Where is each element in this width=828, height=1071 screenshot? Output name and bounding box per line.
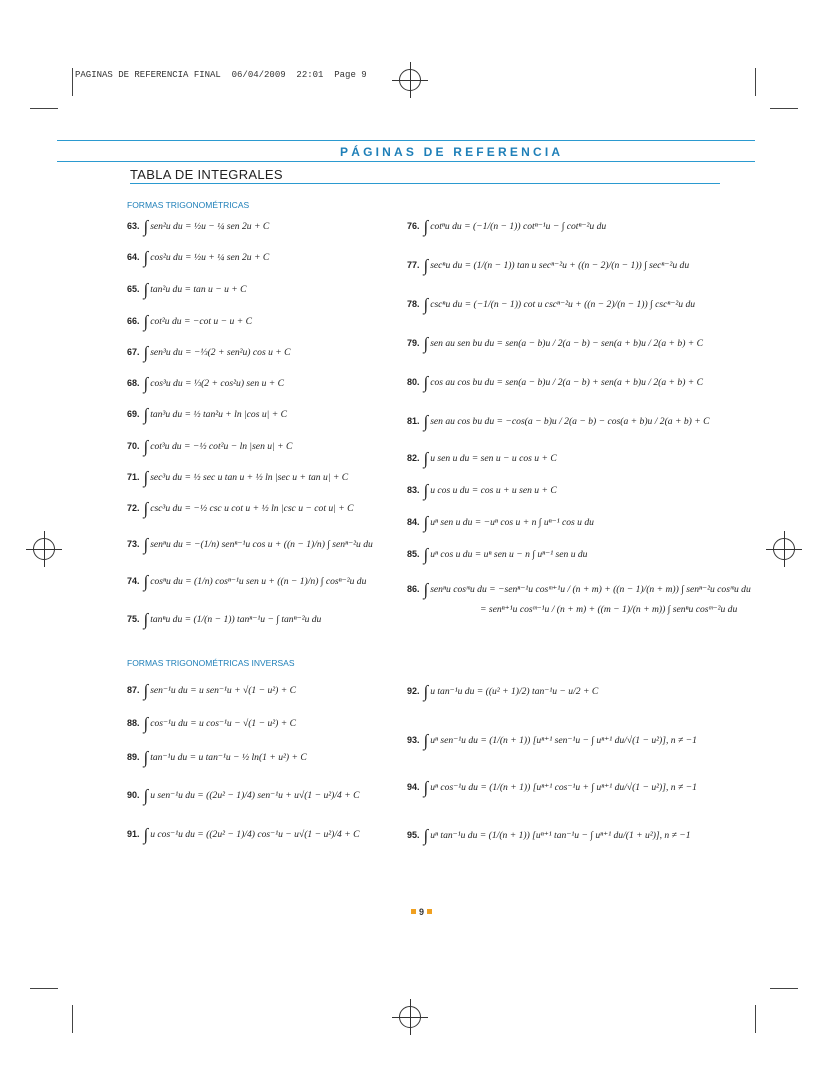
page-marker-icon: [411, 909, 416, 914]
crop-mark: [755, 1005, 756, 1033]
formula-94: 94. ∫ uⁿ cos⁻¹u du = (1/(n + 1)) [uⁿ⁺¹ cos⁻¹u + ∫ uⁿ⁺¹ du/√(1 − u²)], n ≠ −1: [407, 778, 697, 797]
formula-92: 92. ∫ u tan⁻¹u du = ((u² + 1)/2) tan⁻¹u − u/2 + C: [407, 682, 599, 701]
formula-65: 65. ∫ tan²u du = tan u − u + C: [127, 280, 247, 299]
crop-mark: [72, 1005, 73, 1033]
formula-87: 87. ∫ sen⁻¹u du = u sen⁻¹u + √(1 − u²) + C: [127, 681, 297, 700]
formula-95: 95. ∫ uⁿ tan⁻¹u du = (1/(n + 1)) [uⁿ⁺¹ tan⁻¹u − ∫ uⁿ⁺¹ du/(1 + u²)], n ≠ −1: [407, 826, 691, 845]
registration-mark-icon: [399, 1006, 421, 1028]
crop-mark: [770, 988, 798, 989]
crop-mark: [770, 108, 798, 109]
formula-71: 71. ∫ sec³u du = ½ sec u tan u + ½ ln |sec u + tan u| + C: [127, 468, 349, 487]
formula-67: 67. ∫ sen³u du = −⅓(2 + sen²u) cos u + C: [127, 343, 291, 362]
formula-79: 79. ∫ sen au sen bu du = sen(a − b)u / 2(a − b) − sen(a + b)u / 2(a + b) + C: [407, 334, 704, 353]
formula-73: 73. ∫ senⁿu du = −(1/n) senⁿ⁻¹u cos u + ((n − 1)/n) ∫ senⁿ⁻²u du: [127, 535, 373, 554]
crop-mark: [72, 68, 73, 96]
formula-86-continuation: = senⁿ⁺¹u cosᵐ⁻¹u / (n + m) + ((m − 1)/(n + m)) ∫ senⁿu cosᵐ⁻²u du: [480, 604, 738, 615]
formula-84: 84. ∫ uⁿ sen u du = −uⁿ cos u + n ∫ uⁿ⁻¹ cos u du: [407, 513, 594, 532]
registration-mark-icon: [33, 538, 55, 560]
formula-66: 66. ∫ cot²u du = −cot u − u + C: [127, 312, 252, 331]
formula-76: 76. ∫ cotⁿu du = (−1/(n − 1)) cotⁿ⁻¹u − ∫ cotⁿ⁻²u du: [407, 217, 607, 236]
formula-69: 69. ∫ tan³u du = ½ tan²u + ln |cos u| + C: [127, 405, 287, 424]
formula-78: 78. ∫ cscⁿu du = (−1/(n − 1)) cot u cscⁿ⁻²u + ((n − 2)/(n − 1)) ∫ cscⁿ⁻²u du: [407, 295, 696, 314]
header-rule-bottom: [57, 161, 755, 162]
formula-72: 72. ∫ csc³u du = −½ csc u cot u + ½ ln |csc u − cot u| + C: [127, 499, 354, 518]
crop-mark: [755, 68, 756, 96]
formula-80: 80. ∫ cos au cos bu du = sen(a − b)u / 2(a − b) + sen(a + b)u / 2(a + b) + C: [407, 373, 704, 392]
formula-83: 83. ∫ u cos u du = cos u + u sen u + C: [407, 481, 557, 500]
formula-86: 86. ∫ senⁿu cosᵐu du = −senⁿ⁻¹u cosᵐ⁺¹u / (n + m) + ((n − 1)/(n + m)) ∫ senⁿ⁻²u cosᵐu du: [407, 580, 751, 599]
formula-85: 85. ∫ uⁿ cos u du = uⁿ sen u − n ∫ uⁿ⁻¹ sen u du: [407, 545, 588, 564]
table-title-rule: [130, 183, 720, 184]
formula-89: 89. ∫ tan⁻¹u du = u tan⁻¹u − ½ ln(1 + u²) + C: [127, 748, 307, 767]
formula-82: 82. ∫ u sen u du = sen u − u cos u + C: [407, 449, 557, 468]
section-heading-inverse-trig: FORMAS TRIGONOMÉTRICAS INVERSAS: [127, 658, 295, 668]
registration-mark-icon: [399, 69, 421, 91]
formula-81: 81. ∫ sen au cos bu du = −cos(a − b)u / 2(a − b) − cos(a + b)u / 2(a + b) + C: [407, 412, 710, 431]
formula-90: 90. ∫ u sen⁻¹u du = ((2u² − 1)/4) sen⁻¹u + u√(1 − u²)/4 + C: [127, 786, 360, 805]
formula-77: 77. ∫ secⁿu du = (1/(n − 1)) tan u secⁿ⁻²u + ((n − 2)/(n − 1)) ∫ secⁿ⁻²u du: [407, 256, 690, 275]
formula-74: 74. ∫ cosⁿu du = (1/n) cosⁿ⁻¹u sen u + ((n − 1)/n) ∫ cosⁿ⁻²u du: [127, 572, 367, 591]
page-marker-icon: [427, 909, 432, 914]
printer-slug: PAGINAS DE REFERENCIA FINAL 06/04/2009 22:01 Page 9: [75, 70, 367, 80]
formula-91: 91. ∫ u cos⁻¹u du = ((2u² − 1)/4) cos⁻¹u − u√(1 − u²)/4 + C: [127, 825, 360, 844]
formula-70: 70. ∫ cot³u du = −½ cot²u − ln |sen u| + C: [127, 437, 293, 456]
formula-75: 75. ∫ tanⁿu du = (1/(n − 1)) tanⁿ⁻¹u − ∫ tanⁿ⁻²u du: [127, 610, 322, 629]
section-heading-trig: FORMAS TRIGONOMÉTRICAS: [127, 200, 250, 210]
crop-mark: [30, 108, 58, 109]
table-title: TABLA DE INTEGRALES: [130, 167, 283, 182]
page-number: 9: [408, 907, 435, 917]
formula-68: 68. ∫ cos³u du = ⅓(2 + cos²u) sen u + C: [127, 374, 285, 393]
formula-93: 93. ∫ uⁿ sen⁻¹u du = (1/(n + 1)) [uⁿ⁺¹ sen⁻¹u − ∫ uⁿ⁺¹ du/√(1 − u²)], n ≠ −1: [407, 731, 697, 750]
formula-88: 88. ∫ cos⁻¹u du = u cos⁻¹u − √(1 − u²) + C: [127, 714, 297, 733]
page-header-title: PÁGINAS DE REFERENCIA: [340, 145, 564, 159]
crop-mark: [30, 988, 58, 989]
registration-mark-icon: [773, 538, 795, 560]
formula-63: 63. ∫ sen²u du = ½u − ¼ sen 2u + C: [127, 217, 270, 236]
formula-64: 64. ∫ cos²u du = ½u + ¼ sen 2u + C: [127, 248, 270, 267]
header-rule-top: [57, 140, 755, 141]
